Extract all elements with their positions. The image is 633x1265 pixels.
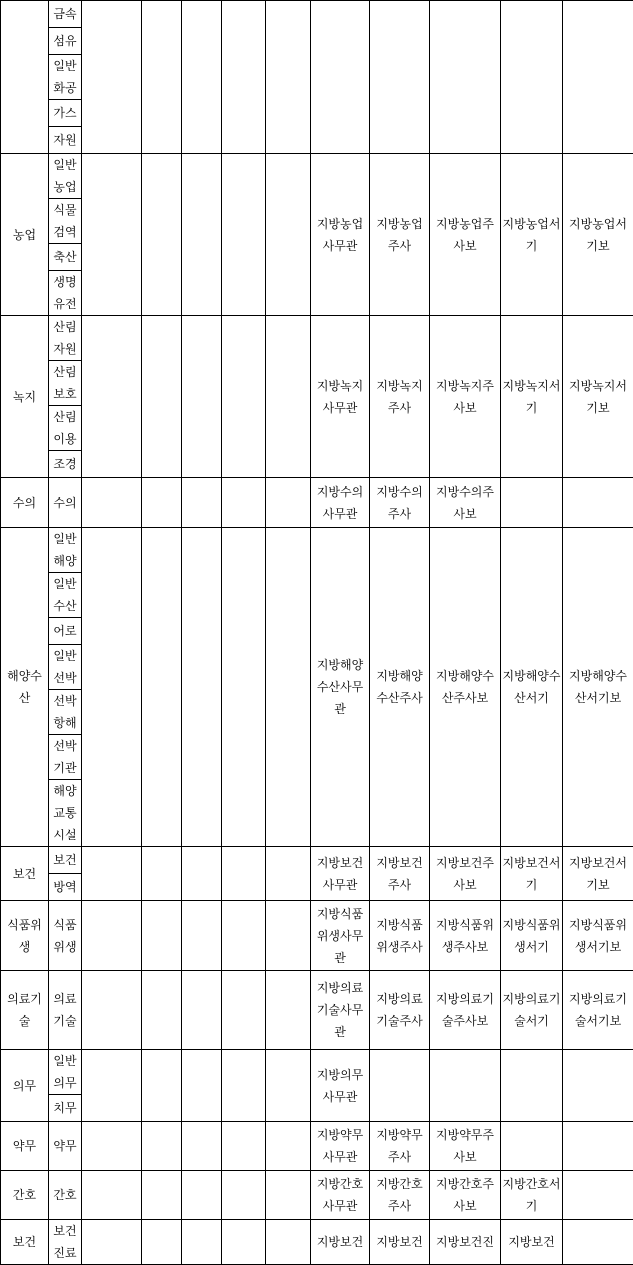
series-cell: 금속 [49,1,82,28]
group-cell: 의무 [1,1050,49,1122]
grade-cell: 지방의료기술주사 [370,971,430,1050]
series-cell: 가스 [49,100,82,127]
series-cell: 축산 [49,244,82,271]
grade-cell: 지방녹지서기보 [563,316,633,478]
series-cell: 산림이용 [49,406,82,451]
series-cell: 보건진료 [49,1220,82,1265]
grade-cell: 지방해양수산주사 [370,528,430,847]
grade-cell: 지방해양수산서기 [501,528,563,847]
grade-cell: 지방농업주사보 [430,154,501,316]
group-cell: 간호 [1,1171,49,1220]
series-cell: 간호 [49,1171,82,1220]
series-cell: 섬유 [49,28,82,55]
grade-cell: 지방해양수산사무관 [311,528,370,847]
group-cell: 녹지 [1,316,49,478]
grade-cell: 지방식품위생서기 [501,901,563,971]
grade-cell: 지방간호주사 [370,1171,430,1220]
grade-cell: 지방약무주사 [370,1122,430,1171]
grade-cell: 지방농업사무관 [311,154,370,316]
grade-cell: 지방의료기술사무관 [311,971,370,1050]
grade-cell: 지방식품위생주사 [370,901,430,971]
grade-cell: 지방녹지주사보 [430,316,501,478]
group-cell: 수의 [1,478,49,528]
group-cell: 보건 [1,1220,49,1265]
series-cell: 일반화공 [49,55,82,100]
series-cell: 방역 [49,874,82,901]
grade-cell: 지방약무사무관 [311,1122,370,1171]
series-cell: 일반농업 [49,154,82,199]
grade-cell: 지방수의주사 [370,478,430,528]
series-cell: 자원 [49,127,82,154]
grade-cell: 지방식품위생주사보 [430,901,501,971]
grade-cell: 지방식품위생서기보 [563,901,633,971]
series-cell: 수의 [49,478,82,528]
grade-cell: 지방보건 [311,1220,370,1265]
grade-cell: 지방녹지주사 [370,316,430,478]
series-cell: 선박항해 [49,690,82,735]
series-cell: 일반해양 [49,528,82,573]
group-cell-continued [1,1,49,154]
series-cell: 산림보호 [49,361,82,406]
grade-cell: 지방보건 [501,1220,563,1265]
series-cell: 식품위생 [49,901,82,971]
series-cell: 보건 [49,847,82,874]
group-cell: 의료기술 [1,971,49,1050]
series-cell: 어로 [49,618,82,645]
series-cell: 생명유전 [49,271,82,316]
series-cell: 일반의무 [49,1050,82,1095]
grade-cell: 지방약무주사보 [430,1122,501,1171]
series-cell: 식물검역 [49,199,82,244]
grade-cell: 지방녹지서기 [501,316,563,478]
group-cell: 해양수산 [1,528,49,847]
series-cell: 산림자원 [49,316,82,361]
grade-cell: 지방농업주사 [370,154,430,316]
grade-cell: 지방보건서기 [501,847,563,901]
grade-cell: 지방농업서기보 [563,154,633,316]
grade-cell: 지방의료기술서기보 [563,971,633,1050]
grade-cell: 지방해양수산주사보 [430,528,501,847]
series-cell: 해양교통시설 [49,780,82,847]
grade-cell: 지방의료기술서기 [501,971,563,1050]
group-cell: 보건 [1,847,49,901]
series-cell: 약무 [49,1122,82,1171]
grade-cell: 지방보건 [370,1220,430,1265]
series-cell: 의료기술 [49,971,82,1050]
series-cell: 일반선박 [49,645,82,690]
grade-cell: 지방간호서기 [501,1171,563,1220]
grade-cell: 지방의무사무관 [311,1050,370,1122]
grade-cell: 지방보건진 [430,1220,501,1265]
grade-cell: 지방간호주사보 [430,1171,501,1220]
grade-cell: 지방농업서기 [501,154,563,316]
series-cell: 일반수산 [49,573,82,618]
grade-cell: 지방수의사무관 [311,478,370,528]
group-cell: 약무 [1,1122,49,1171]
grade-cell: 지방해양수산서기보 [563,528,633,847]
grade-cell: 지방수의주사보 [430,478,501,528]
series-cell: 치무 [49,1095,82,1122]
grade-cell: 지방보건주사보 [430,847,501,901]
group-cell: 농업 [1,154,49,316]
grade-cell: 지방간호사무관 [311,1171,370,1220]
series-cell: 선박기관 [49,735,82,780]
grade-cell: 지방녹지사무관 [311,316,370,478]
group-cell: 식품위생 [1,901,49,971]
grade-cell: 지방보건서기보 [563,847,633,901]
grade-cell: 지방보건주사 [370,847,430,901]
series-cell: 조경 [49,451,82,478]
grade-cell: 지방식품위생사무관 [311,901,370,971]
grade-cell: 지방의료기술주사보 [430,971,501,1050]
grade-cell: 지방보건사무관 [311,847,370,901]
